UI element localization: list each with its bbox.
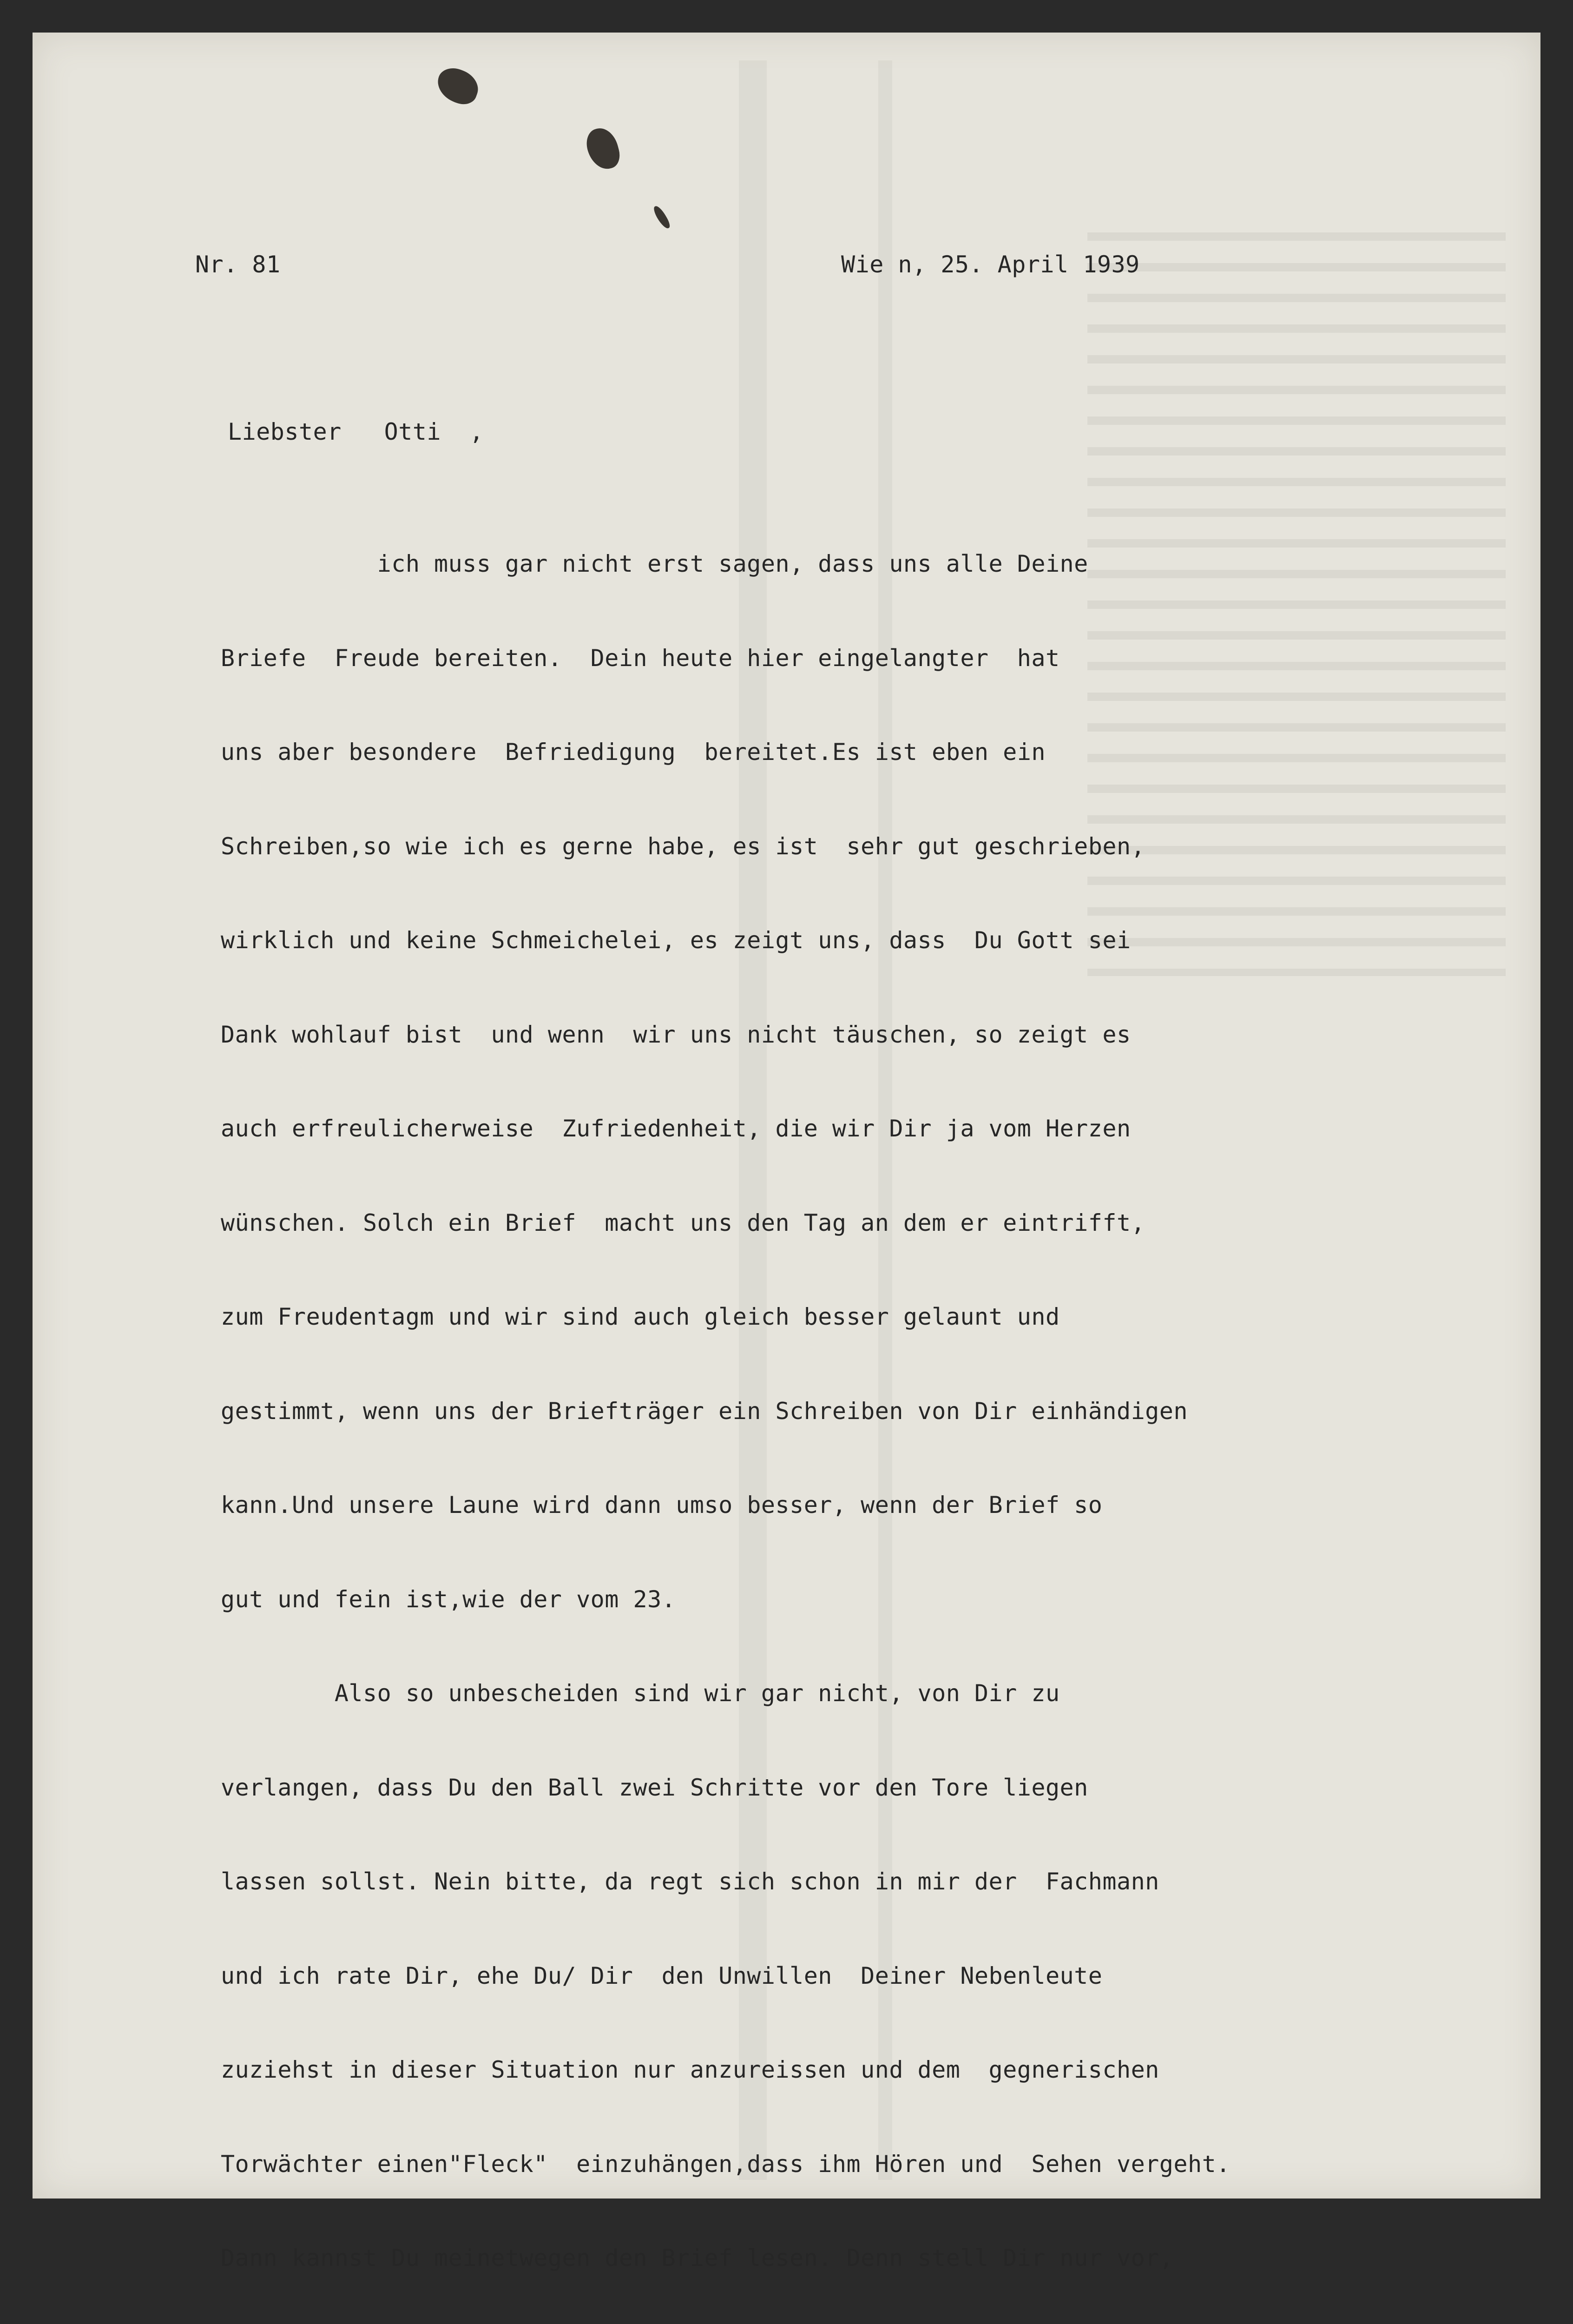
body-line: Briefe Freude bereiten. Dein heute hier eingelangter hat xyxy=(221,644,1060,672)
ink-stain-1 xyxy=(433,64,483,109)
body-line: verlangen, dass Du den Ball zwei Schritte vor den Tore liegen xyxy=(221,1774,1088,1801)
letter-body xyxy=(221,486,1513,2324)
letter-number: Nr. 81 xyxy=(195,251,281,278)
ink-stain-3 xyxy=(652,204,671,231)
body-line: und ich rate Dir, ehe Du/ Dir den Unwillen Deiner Nebenleute xyxy=(221,1962,1103,1989)
body-line: gut und fein ist,wie der vom 23. xyxy=(221,1585,676,1613)
body-line: uns aber besondere Befriedigung bereitet.Es ist eben ein xyxy=(221,739,1046,766)
body-line: wirklich und keine Schmeichelei, es zeigt uns, dass Du Gott sei xyxy=(221,927,1131,954)
body-line: Dank wohlauf bist und wenn wir uns nicht täuschen, so zeigt es xyxy=(221,1021,1131,1048)
body-line: kann.Und unsere Laune wird dann umso besser, wenn der Brief so xyxy=(221,1492,1103,1519)
place-date: Wie n, 25. April 1939 xyxy=(841,251,1140,278)
letter-page xyxy=(33,33,1540,2271)
body-line: zum Freudentagm und wir sind auch gleich besser gelaunt und xyxy=(221,1303,1060,1330)
body-line: wünschen. Solch ein Brief macht uns den Tag an dem er eintrifft, xyxy=(221,1209,1145,1236)
body-line: zuziehst in dieser Situation nur anzureissen und dem gegnerischen xyxy=(221,2056,1159,2083)
salutation: Liebster Otti , xyxy=(228,418,484,445)
body-line: gestimmt, wenn uns der Briefträger ein Schreiben von Dir einhändigen xyxy=(221,1397,1188,1425)
body-line: ich muss gar nicht erst sagen, dass uns alle Deine xyxy=(221,550,1088,577)
body-line: Also so unbescheiden sind wir gar nicht, von Dir zu xyxy=(221,1680,1060,1707)
body-line: Torwächter einen"Fleck" einzuhängen,dass ihm Hören und Sehen vergeht. xyxy=(221,2150,1231,2178)
body-line: auch erfreulicherweise Zufriedenheit, die wir Dir ja vom Herzen xyxy=(221,1115,1131,1142)
body-line: Dann kannst Du meinetwegen den Brief lesen. Denn stell Dir nur vor, xyxy=(221,2245,1174,2271)
body-line: Schreiben,so wie ich es gerne habe, es ist sehr gut geschrieben, xyxy=(221,832,1145,860)
ink-stain-2 xyxy=(583,125,623,173)
body-line: lassen sollst. Nein bitte, da regt sich schon in mir der Fachmann xyxy=(221,1868,1159,1895)
